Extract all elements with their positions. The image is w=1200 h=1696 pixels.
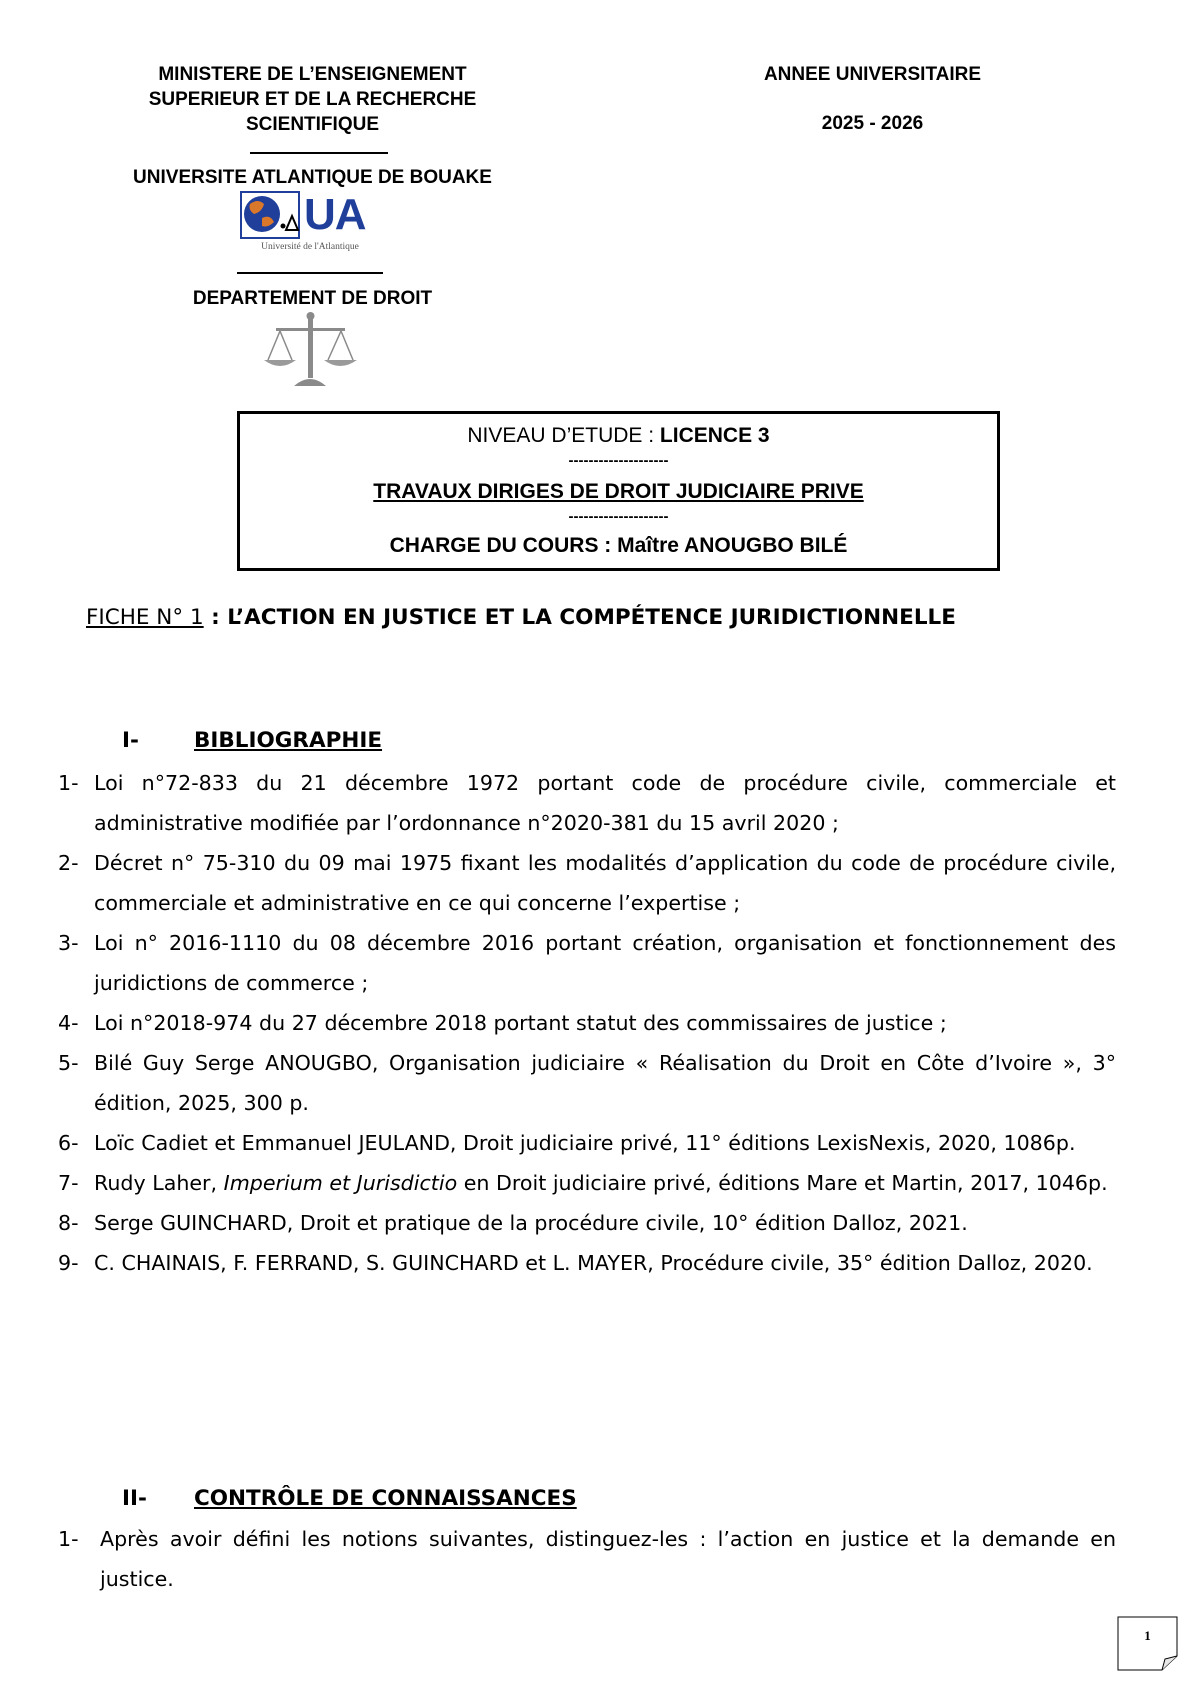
study-level-value: LICENCE 3 (659, 424, 770, 447)
section-knowledge-check-heading (122, 1486, 822, 1518)
course-title: TRAVAUX DIRIGES DE DROIT JUDICIAIRE PRIVE (373, 480, 864, 503)
question-item (58, 1519, 1116, 1599)
question-text: Après avoir défini les notions suivantes, distinguez-les : l’action en justice et la demande en justice. (100, 1527, 1116, 1591)
ministry-heading (80, 62, 545, 137)
section-title: CONTRÔLE DE CONNAISSANCES (194, 1486, 577, 1511)
section-title: BIBLIOGRAPHIE (194, 728, 383, 753)
teacher-name: Maître ANOUGBO BILÉ (617, 534, 848, 557)
ministry-line-2: SUPERIEUR ET DE LA RECHERCHE (148, 89, 477, 110)
section-number: II- (122, 1486, 147, 1511)
course-info-box (237, 411, 1000, 571)
university-logo (240, 190, 380, 258)
list-item: 5- Bilé Guy Serge ANOUGBO, Organisation judiciaire « Réalisation du Droit en Côte d’Ivoire », 3° édition, 2025, 300 p. (58, 1051, 1116, 1115)
fiche-separator: : (203, 605, 228, 630)
study-level-label: NIVEAU D’ETUDE : (467, 424, 660, 447)
list-item: 9- C. CHAINAIS, F. FERRAND, S. GUINCHARD et L. MAYER, Procédure civile, 35° édition Dalloz, 2020. (58, 1251, 1093, 1275)
box-separator-2: -------------------- (568, 508, 669, 525)
academic-year-value: 2025 - 2026 (821, 113, 924, 134)
list-item: 3- Loi n° 2016-1110 du 08 décembre 2016 portant création, organisation et fonctionnement des juridictions de commerce ; (58, 931, 1116, 995)
fiche-heading (86, 605, 956, 630)
header-divider (250, 152, 388, 154)
page-number: 1 (1144, 1628, 1151, 1643)
ministry-line-1: MINISTERE DE L’ENSEIGNEMENT (158, 64, 467, 85)
study-level (240, 424, 997, 448)
list-item: 1- Loi n°72-833 du 21 décembre 1972 portant code de procédure civile, commerciale et administrative modifiée par l’ordonnance n°2020-381 du 15 avril 2020 ; (58, 771, 1116, 835)
teacher-label: CHARGE DU COURS : (389, 534, 618, 557)
list-item: 2- Décret n° 75-310 du 09 mai 1975 fixant les modalités d’application du code de procédure civile, commerciale et administrative en ce qui concerne l’expertise ; (58, 851, 1116, 915)
academic-year-label: ANNEE UNIVERSITAIRE (763, 64, 982, 85)
ministry-line-3: SCIENTIFIQUE (245, 114, 379, 135)
course-teacher (240, 534, 997, 558)
section-number: I- (122, 728, 139, 753)
list-item: 8- Serge GUINCHARD, Droit et pratique de la procédure civile, 10° édition Dalloz, 2021. (58, 1211, 968, 1235)
page-number-box (1117, 1616, 1178, 1671)
scales-of-justice-icon (262, 310, 358, 390)
box-separator-1: -------------------- (568, 452, 669, 469)
question-number: 1- (58, 1527, 79, 1551)
logo-caption: Université de l'Atlantique (261, 242, 359, 252)
section-bibliography-heading (122, 728, 722, 760)
logo-badge-text: UA (304, 190, 366, 239)
list-item: 7- Rudy Laher, Imperium et Jurisdictio en Droit judiciaire privé, éditions Mare et Martin, 2017, 1046p. (58, 1171, 1108, 1195)
fiche-title: L’ACTION EN JUSTICE ET LA COMPÉTENCE JURIDICTIONNELLE (227, 605, 956, 630)
bibliography-list (58, 763, 1116, 1283)
logo-divider (237, 272, 383, 274)
list-item: 6- Loïc Cadiet et Emmanuel JEULAND, Droit judiciaire privé, 11° éditions LexisNexis, 2020, 1086p. (58, 1131, 1076, 1155)
university-name: UNIVERSITE ATLANTIQUE DE BOUAKE (133, 167, 492, 188)
fiche-number: FICHE N° 1 (86, 605, 204, 630)
list-item: 4- Loi n°2018-974 du 27 décembre 2018 portant statut des commissaires de justice ; (58, 1011, 947, 1035)
department-name: DEPARTEMENT DE DROIT (192, 288, 433, 309)
